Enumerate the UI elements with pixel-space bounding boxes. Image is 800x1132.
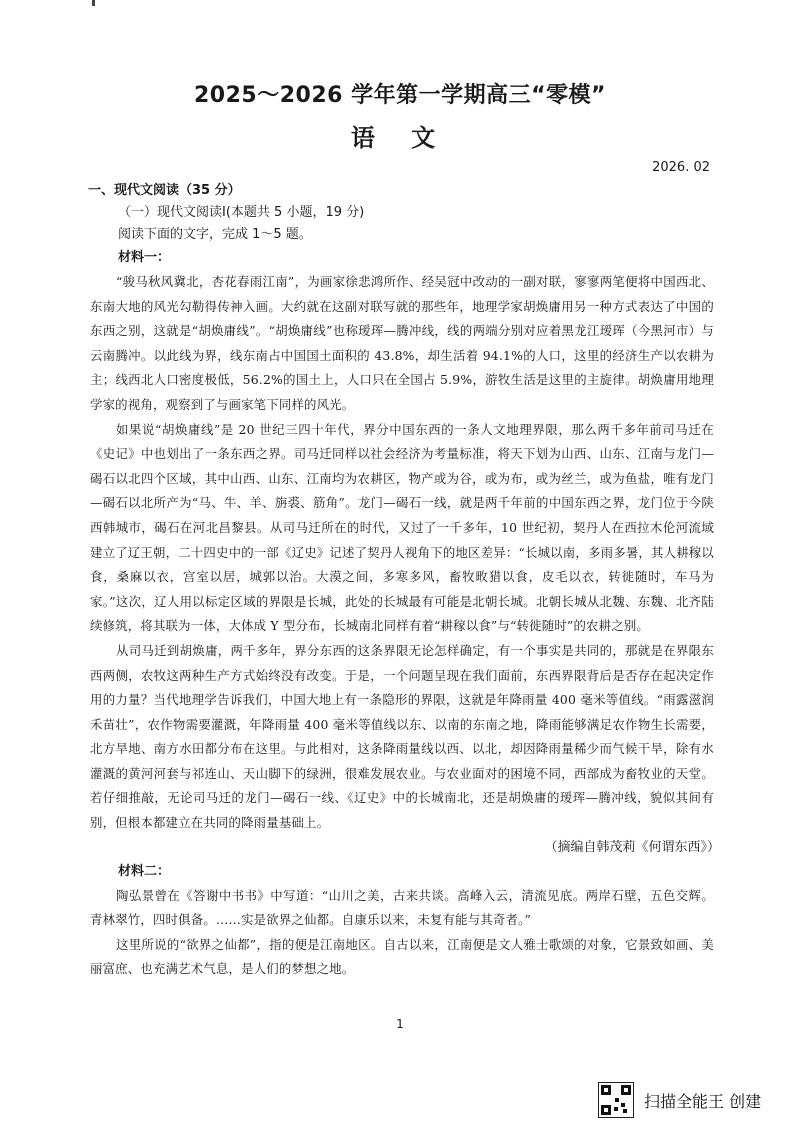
page-number: 1 <box>396 1017 404 1031</box>
material-two-label: 材料二： <box>118 863 171 879</box>
scanner-watermark <box>598 1082 761 1118</box>
material-two-paragraph: 这里所说的“欲界之仙都”，指的便是江南地区。自古以来，江南便是文人雅士歌颂的对象，它景致如画、美丽富庶、也充满艺术气息，是人们的梦想之地。 <box>90 936 714 977</box>
material-one-paragraph: “骏马秋风冀北，杏花春雨江南”，为画家徐悲鸿所作、经吴冠中改动的一副对联，寥寥两笔便将中国西北、东南大地的风光勾勒得传神入画。大约就在这副对联写就的那些年，地理学家胡焕庸用另一种方式表达了中国的东西之别，这就是“胡焕庸线”。“胡焕庸线”也称瑷珲—腾冲线，线的两端分别对应着黑龙江瑷珲（今黑河市）与云南腾冲。以此线为界，线东南占中国国土面积的 43.8%，却生活着 94.1%的人口，这里的经济生产以农耕为主；线西北人口密度极低，56.2%的国土上，人口只在全国占 5.9%，游牧生活是这里的主旋律。胡焕庸用地理学家的视角，观察到了与画家笔下同样的风光。 <box>90 274 714 412</box>
section-heading: 一、现代文阅读（35 分） <box>88 183 241 198</box>
material-two-paragraph: 陶弘景曾在《答谢中书书》中写道：“山川之美，古来共谈。高峰入云，清流见底。两岸石壁，五色交辉。青林翠竹，四时俱备。……实是欲界之仙都。自康乐以来，未复有能与其奇者。” <box>90 887 714 928</box>
exam-content <box>88 180 720 982</box>
exam-date: 2026. 02 <box>652 160 710 175</box>
scan-corner-mark <box>92 0 95 6</box>
material-one-paragraph: 如果说“胡焕庸线”是 20 世纪三四十年代，界分中国东西的一条人文地理界限，那么两千多年前司马迁在《史记》中也划出了一条东西之界。司马迁同样以社会经济为考量标准，将天下划为山西、山东、江南与龙门—碣石以北四个区域，其中山西、山东、江南均为农耕区，物产或为谷，或为布，或为丝兰，或为鱼盐，唯有龙门—碣石以北所产为“马、牛、羊、旃裘、筋角”。龙门—碣石一线，就是两千年前的中国东西之界，龙门位于今陕西韩城市，碣石在河北昌黎县。从司马迁所在的时代，又过了一千多年，10 世纪初，契丹人在西拉木伦河流域建立了辽王朝，二十四史中的一部《辽史》记述了契丹人视角下的地区差异：“长城以南，多雨多暑，其人耕稼以食，桑麻以衣，宫室以居，城郭以治。大漠之间，多寒多风，畜牧畋猎以食，皮毛以衣，转徙随时，车马为家。”这次，辽人用以标定区域的界限是长城，此处的长城最有可能是北朝长城。北朝长城从北魏、东魏、北齐陆续修筑，将其联为一体，大体成 Y 型分布，长城南北同样有着“耕稼以食”与“转徙随时”的农耕之别。 <box>90 421 714 634</box>
scanner-label: 扫描全能王 创建 <box>644 1091 762 1111</box>
subject-title: 语 文 <box>350 124 450 152</box>
reading-instruction: 阅读下面的文字，完成 1～5 题。 <box>118 227 312 242</box>
qr-code-icon <box>598 1082 634 1118</box>
material-one-label: 材料一： <box>118 250 171 265</box>
material-one-paragraph: 从司马迁到胡焕庸，两千多年，界分东西的这条界限无论怎样确定，有一个事实是共同的，那就是在界限东西两侧，农牧这两种生产方式始终没有改变。于是，一个问题呈现在我们面前，东西界限背后是否存在起决定作用的力量？当代地理学告诉我们，中国大地上有一条隐形的界限，这就是年降雨量 400 毫米等值线。“雨露滋润禾苗壮”，农作物需要灌溉，年降雨量 400 毫米等值线以东、以南的东南之地，降雨能够满足农作物生长需要，北方旱地、南方水田都分布在这里。与此相对，这条降雨量线以西、以北，却因降雨量稀少而气候干旱，除有水灌溉的黄河河套与祁连山、天山脚下的绿洲，很难发展农业。与农业面对的困境不同，西部成为畜牧业的天堂。若仔细推敲，无论司马迁的龙门—碣石一线、《辽史》中的长城南北，还是胡焕庸的瑷珲—腾冲线，貌似其间有别，但根本都建立在共同的降雨量基础上。 <box>90 642 714 831</box>
material-one-source: （摘编自韩茂莉《何谓东西》） <box>544 839 720 855</box>
exam-title: 2025～2026 学年第一学期高三“零模” <box>193 83 607 108</box>
subsection-heading: （一）现代文阅读Ⅰ(本题共 5 小题，19 分) <box>118 205 365 220</box>
